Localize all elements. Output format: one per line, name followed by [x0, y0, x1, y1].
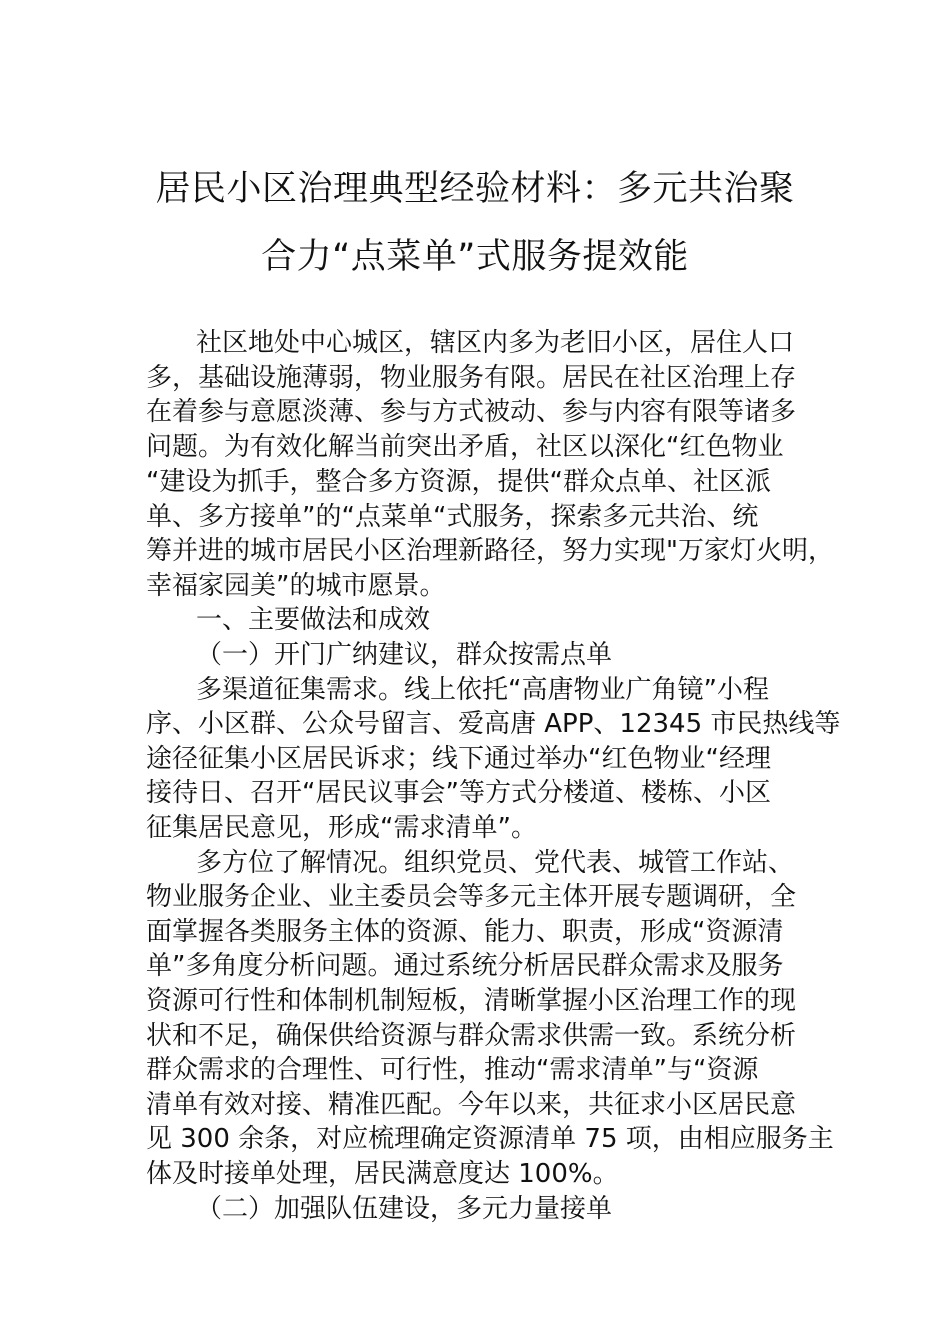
paragraph-line: 体及时接单处理，居民满意度达 100%。: [146, 1159, 619, 1189]
subsection-heading: （二）加强队伍建设，多元力量接单: [196, 1194, 613, 1224]
subsection-heading: （一）开门广纳建议，群众按需点单: [196, 640, 613, 670]
paragraph-line: 幸福家园美”的城市愿景。: [146, 571, 446, 601]
paragraph-line: 见 300 余条，对应梳理确定资源清单 75 项，由相应服务主: [146, 1124, 834, 1154]
paragraph-line: 多方位了解情况。组织党员、党代表、城管工作站、: [196, 848, 795, 878]
paragraph-line: 途径征集小区居民诉求；线下通过举办“红色物业“经理: [146, 744, 771, 774]
paragraph-line: 序、小区群、公众号留言、爱高唐 APP、12345 市民热线等: [146, 709, 841, 739]
paragraph-line: 单、多方接单”的“点菜单“式服务，探索多元共治、统: [146, 502, 759, 532]
paragraph-line: 清单有效对接、精准匹配。今年以来，共征求小区居民意: [146, 1090, 797, 1120]
document-title-line-1: 居民小区治理典型经验材料：多元共治聚: [155, 169, 795, 209]
paragraph-line: 状和不足，确保供给资源与群众需求供需一致。系统分析: [146, 1021, 797, 1051]
document-title-line-2: 合力“点菜单”式服务提效能: [261, 237, 689, 277]
paragraph-line: 筹并进的城市居民小区治理新路径，努力实现"万家灯火明，: [146, 536, 834, 566]
paragraph-line: 社区地处中心城区，辖区内多为老旧小区，居住人口: [196, 328, 795, 358]
paragraph-line: 接待日、召开“居民议事会”等方式分楼道、楼栋、小区: [146, 778, 771, 808]
paragraph-line: 单”多角度分析问题。通过系统分析居民群众需求及服务: [146, 951, 784, 981]
paragraph-line: 多，基础设施薄弱，物业服务有限。居民在社区治理上存: [146, 363, 797, 393]
paragraph-line: 多渠道征集需求。线上依托“高唐物业广角镜”小程: [196, 675, 769, 705]
paragraph-line: 面掌握各类服务主体的资源、能力、职责，形成“资源清: [146, 917, 784, 947]
section-heading: 一、主要做法和成效: [196, 605, 431, 635]
paragraph-line: 群众需求的合理性、可行性，推动“需求清单”与“资源: [146, 1055, 759, 1085]
paragraph-line: 物业服务企业、业主委员会等多元主体开展专题调研，全: [146, 882, 797, 912]
paragraph-line: 资源可行性和体制机制短板，清晰掌握小区治理工作的现: [146, 986, 797, 1016]
paragraph-line: “建设为抓手，整合多方资源，提供“群众点单、社区派: [146, 467, 771, 497]
paragraph-line: 征集居民意见，形成“需求清单”。: [146, 813, 537, 843]
paragraph-line: 在着参与意愿淡薄、参与方式被动、参与内容有限等诸多: [146, 397, 797, 427]
paragraph-line: 问题。为有效化解当前突出矛盾，社区以深化“红色物业: [146, 432, 784, 462]
